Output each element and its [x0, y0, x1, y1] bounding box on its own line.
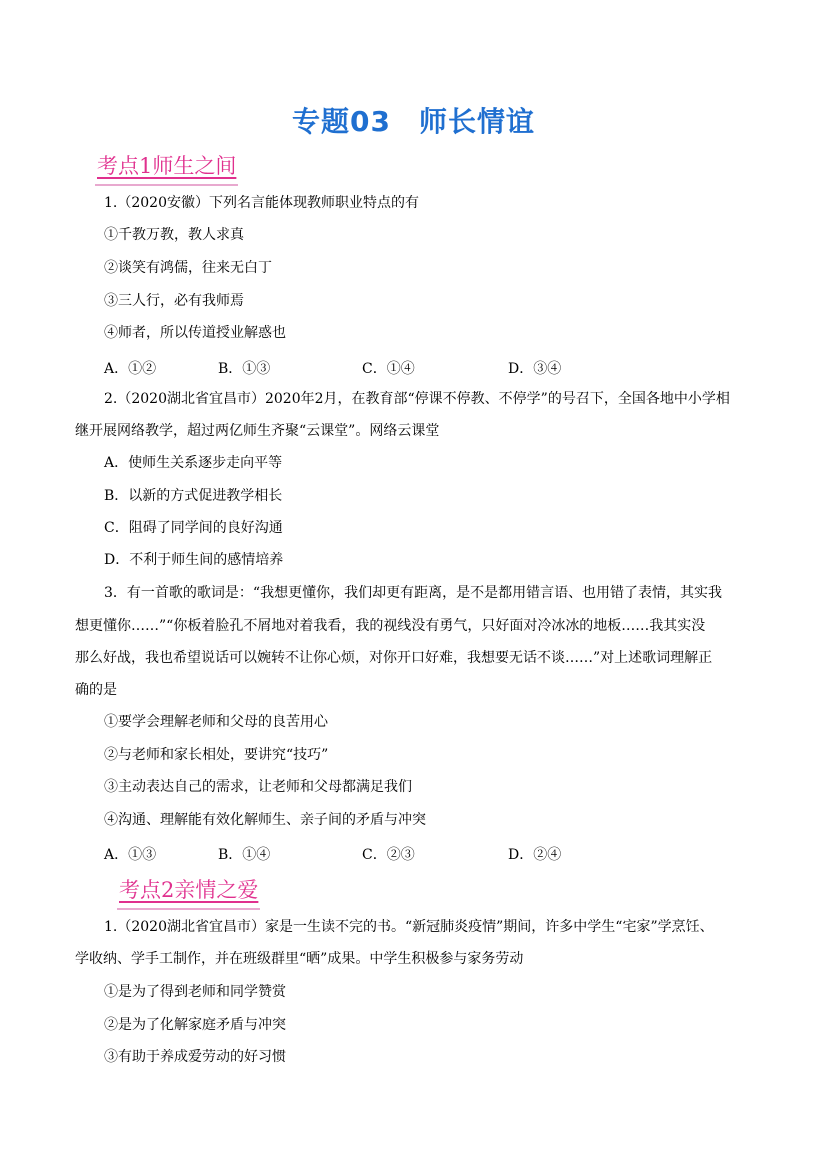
s2-q1-stem-line: 学收纳、学手工制作，并在班级群里“晒”成果。中学生积极参与家务劳动	[75, 951, 524, 967]
option-b: B．①④	[218, 847, 271, 863]
q1-item: ②谈笑有鸿儒，往来无白丁	[104, 260, 272, 276]
q3-item: ②与老师和家长相处，要讲究“技巧”	[104, 747, 329, 763]
s2-q1-item: ②是为了化解家庭矛盾与冲突	[104, 1017, 286, 1033]
q1-item: ③三人行，必有我师焉	[104, 293, 244, 309]
q3-options	[104, 844, 724, 864]
title-sub: 师长情谊	[418, 105, 535, 138]
q1-item: ④师者，所以传道授业解惑也	[104, 325, 286, 341]
option-a: A．①②	[104, 361, 157, 377]
q2-stem-line: 2.（2020湖北省宜昌市）2020年2月，在教育部“停课不停教、不停学”的号召下，全国各地中小学相	[104, 391, 730, 407]
q3-stem-line: 那么好战，我也希望说话可以婉转不让你心烦，对你开口好难，我想要无话不谈……”对上述歌词理解正	[75, 650, 713, 666]
section-heading-teacher-student: 考点1师生之间	[97, 150, 236, 180]
q2-option-b: B．以新的方式促进教学相长	[104, 488, 283, 504]
page-title	[0, 100, 827, 140]
q1-options	[104, 358, 724, 378]
option-c: C．②③	[362, 847, 415, 863]
q1-item: ①千教万教，教人求真	[104, 227, 244, 243]
q3-item: ①要学会理解老师和父母的良苦用心	[104, 714, 328, 730]
option-d: D．③④	[508, 361, 562, 377]
section-heading-family-love: 考点2亲情之爱	[119, 874, 258, 904]
s2-q1-item: ①是为了得到老师和同学赞赏	[104, 984, 286, 1000]
option-d: D．②④	[508, 847, 562, 863]
option-a: A．①③	[104, 847, 157, 863]
title-main: 专题03	[292, 105, 391, 138]
q3-stem-line: 确的是	[75, 682, 117, 698]
option-c: C．①④	[362, 361, 415, 377]
q2-stem-line: 继开展网络教学，超过两亿师生齐聚“云课堂”。网络云课堂	[75, 423, 440, 439]
q1-stem: 1.（2020安徽）下列名言能体现教师职业特点的有	[104, 195, 419, 211]
q2-option-a: A．使师生关系逐步走向平等	[104, 455, 283, 471]
q3-item: ④沟通、理解能有效化解师生、亲子间的矛盾与冲突	[104, 812, 426, 828]
q3-item: ③主动表达自己的需求，让老师和父母都满足我们	[104, 779, 412, 795]
s2-q1-stem-line: 1.（2020湖北省宜昌市）家是一生读不完的书。“新冠肺炎疫情”期间，许多中学生“宅家”学烹饪、	[104, 919, 714, 935]
s2-q1-item: ③有助于养成爱劳动的好习惯	[104, 1049, 286, 1065]
q2-option-c: C．阻碍了同学间的良好沟通	[104, 520, 283, 536]
q3-stem-line: 3．有一首歌的歌词是：“我想更懂你，我们却更有距离，是不是都用错言语、也用错了表情，其实我	[104, 585, 723, 601]
q3-stem-line: 想更懂你……”“你板着脸孔不屑地对着我看，我的视线没有勇气，只好面对冷冰冰的地板……我其实没	[75, 618, 706, 634]
q2-option-d: D．不利于师生间的感情培养	[104, 552, 284, 568]
option-b: B．①③	[218, 361, 271, 377]
